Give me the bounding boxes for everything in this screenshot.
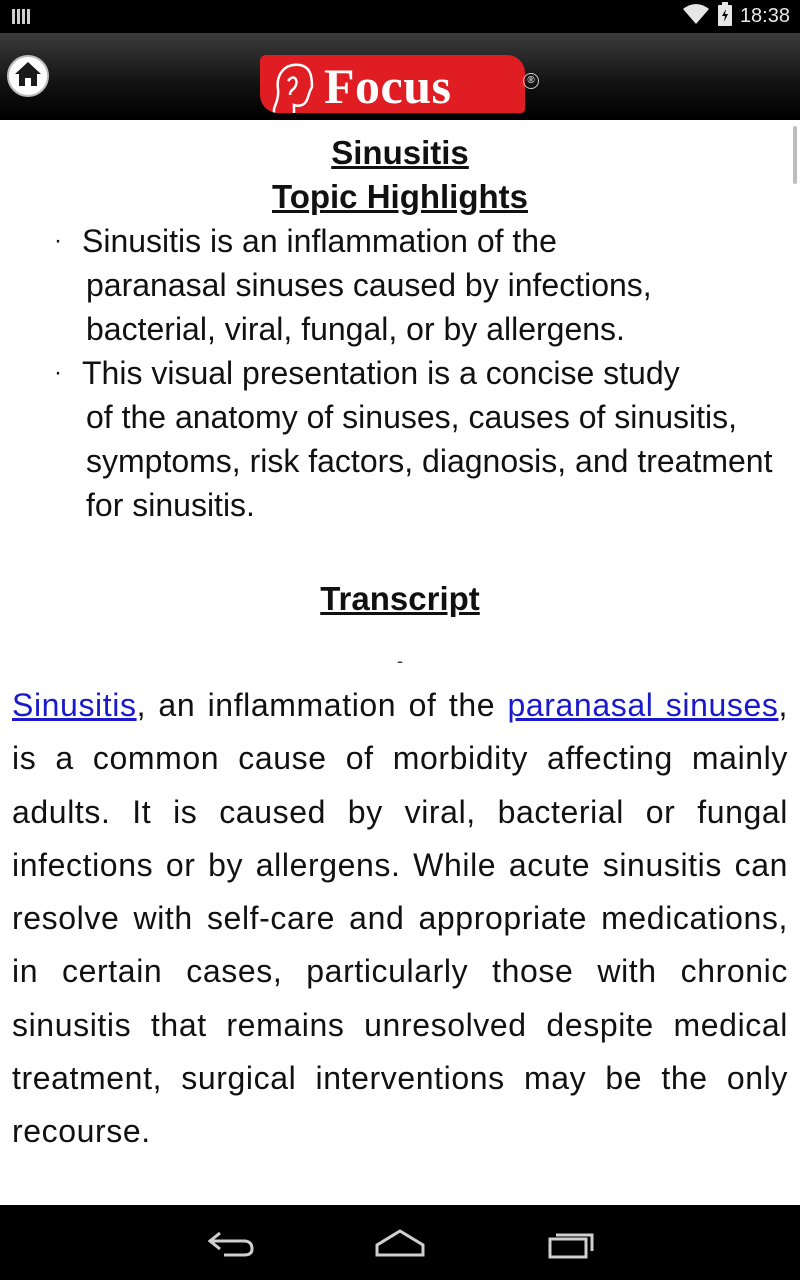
highlight-rest: paranasal sinuses caused by infections, bacterial, viral, fungal, or by allergens. — [86, 267, 652, 347]
article-content[interactable] — [0, 120, 800, 1205]
status-time: 18:38 — [739, 5, 790, 27]
wifi-icon — [682, 3, 710, 30]
highlight-first-line: Sinusitis is an inflammation of the — [82, 223, 557, 259]
scrollbar[interactable] — [793, 126, 797, 184]
focus-logo — [260, 55, 525, 113]
back-icon[interactable] — [206, 1227, 254, 1264]
battery-icon — [718, 2, 732, 31]
app-bar — [0, 33, 800, 120]
bullet: · — [54, 227, 62, 254]
highlights-heading: Topic Highlights — [271, 178, 529, 215]
bullet: · — [54, 359, 62, 386]
transcript-paragraph — [12, 679, 788, 1159]
paragraph-text: , an inflammation of the — [136, 687, 508, 723]
highlight-rest: of the anatomy of sinuses, causes of sinusitis, symptoms, risk factors, diagnosis, and treatment for sinusitis. — [86, 399, 773, 523]
home-icon — [13, 60, 43, 93]
paranasal-sinuses-link[interactable]: paranasal sinuses — [507, 687, 779, 723]
status-bar — [0, 0, 800, 33]
list-item — [0, 219, 800, 351]
highlights-list — [0, 219, 800, 527]
navigation-bar — [0, 1205, 800, 1280]
page-title: Sinusitis — [331, 134, 469, 171]
notification-icon — [12, 9, 30, 24]
list-item — [0, 351, 800, 527]
separator: - — [397, 651, 403, 671]
home-button[interactable] — [7, 55, 49, 97]
recents-icon[interactable] — [548, 1227, 596, 1264]
home-nav-icon[interactable] — [374, 1227, 426, 1264]
registered-mark: ® — [523, 73, 539, 89]
transcript-heading: Transcript — [320, 580, 480, 617]
logo-text: Focus — [324, 58, 452, 113]
paragraph-text: , is a common cause of morbidity affecting mainly adults. It is caused by viral, bacterial or fungal infections or by allergens. While acute sinusitis can resolve with self-care and appropriate medications, in certain cases, particularly those with chronic sinusitis that remains unresolved despite medical treatment, surgical interventions may be the only recourse. — [12, 687, 789, 1150]
sinusitis-link[interactable]: Sinusitis — [12, 687, 137, 723]
head-silhouette-icon — [270, 61, 318, 113]
highlight-first-line: This visual presentation is a concise study — [82, 355, 680, 391]
